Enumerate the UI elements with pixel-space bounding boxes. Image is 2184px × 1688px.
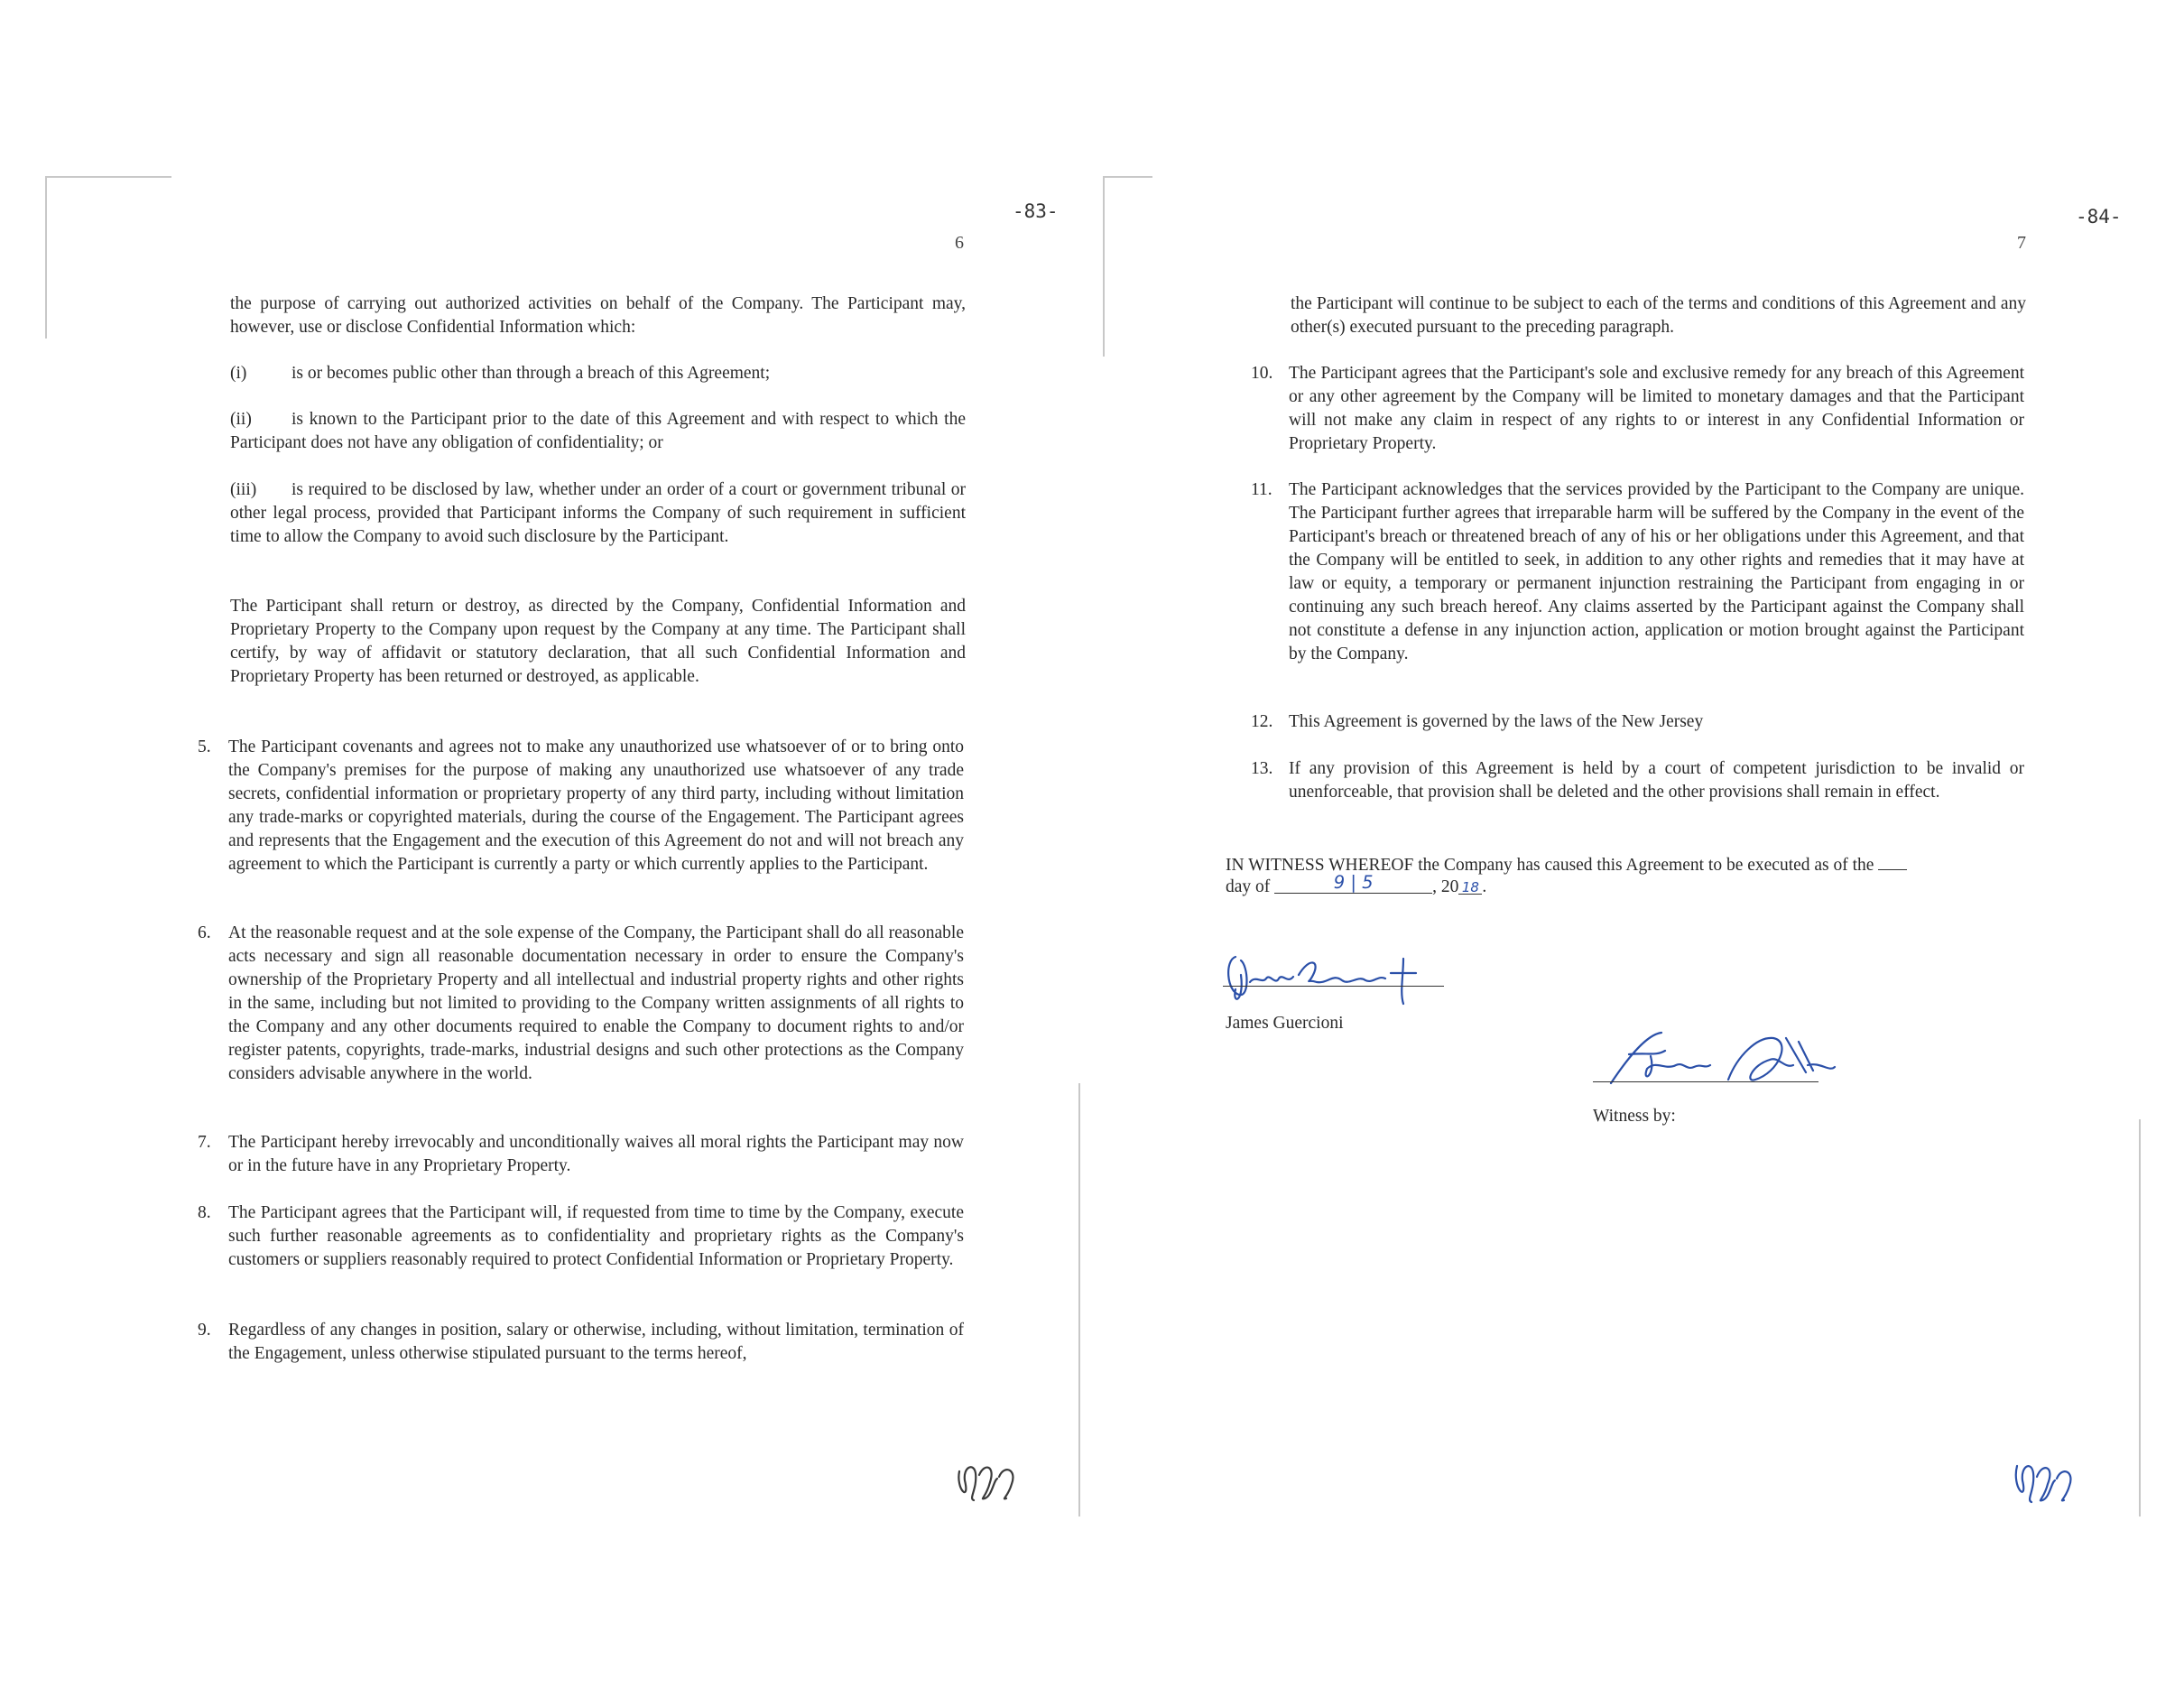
clause-text: The Participant covenants and agrees not to make any unauthorized use whatsoever of or to bring onto the Company's premises for the purpose of making any unauthorized use whatsoever of any trade secrets, confidential information or proprietary property of any third party, including without limitation any trade-marks or copyrighted materials, during the course of the Engagement. The Participant agrees and represents that the Engagement and the execution of this Agreement do not and will not breach any agreement to which the Participant is currently a party or which currently applies to the Participant. xyxy=(228,737,964,874)
clause-5 xyxy=(198,736,964,876)
clause-text: Regardless of any changes in position, salary or otherwise, including, without limitation, termination of the Engagement, unless otherwise stipulated pursuant to the terms hereof, xyxy=(228,1321,964,1363)
clause-text: This Agreement is governed by the laws of the New Jersey xyxy=(1289,712,1704,731)
clause-text: The Participant hereby irrevocably and unconditionally waives all moral rights the Participant may now or in the future have in any Proprietary Property. xyxy=(228,1133,964,1175)
page-number: 7 xyxy=(2017,233,2026,253)
day-of-label: day of xyxy=(1226,877,1271,896)
clause-number: 6. xyxy=(198,923,211,942)
year-field xyxy=(1458,876,1482,895)
initials-signature xyxy=(952,1453,1024,1507)
continuation-paragraph: the Participant will continue to be subject to each of the terms and conditions of this Agreement and any other(s) executed pursuant to the preceding paragraph. xyxy=(1291,294,2026,337)
witness-label: Witness by: xyxy=(1593,1107,1676,1126)
clause-text: If any provision of this Agreement is held by a court of competent jurisdiction to be invalid or unenforceable, that provision shall be deleted and the other provisions shall remain in effect. xyxy=(1289,759,2024,802)
year-prefix: , 20 xyxy=(1432,877,1459,896)
clause-7 xyxy=(198,1131,964,1178)
right-page xyxy=(1092,0,2184,1688)
blank-day xyxy=(1878,851,1907,870)
clause-number: 7. xyxy=(198,1133,211,1152)
clause-10 xyxy=(1251,362,2024,456)
clause-12 xyxy=(1251,710,2024,734)
sub-item-text: is known to the Participant prior to the date of this Agreement and with respect to which the Participant does not have any obligation of confidentiality; or xyxy=(230,410,966,452)
clause-8 xyxy=(198,1201,964,1272)
day-of-line xyxy=(1226,872,1767,899)
right-page-top-edge xyxy=(1103,176,1152,178)
sub-item-number: (iii) xyxy=(230,480,257,499)
year-handwritten: 18 xyxy=(1461,879,1479,895)
witness-signature-line xyxy=(1593,1081,1818,1082)
sub-item-text: is or becomes public other than through a breach of this Agreement; xyxy=(292,364,771,383)
signer-signature-scribble xyxy=(1223,948,1448,1009)
date-field xyxy=(1274,872,1432,894)
bates-number: -83- xyxy=(1013,200,1059,222)
clause-text: The Participant acknowledges that the services provided by the Participant to the Company are unique. The Participant further agrees that irreparable harm will be suffered by the Company in the event of the Participant's breach or threatened breach of any of his or her obligations under this Agreement, and that the Company will be entitled to seek, in addition to any other rights and remedies that it may have at law or equity, a temporary or permanent injunction restraining the Participant from engaging in or continuing any such breach hereof. Any claims asserted by the Participant against the Company shall not constitute a defense in any injunction action, application or motion brought against the Participant by the Company. xyxy=(1289,480,2024,663)
clause-9 xyxy=(198,1319,964,1366)
signer-name: James Guercioni xyxy=(1226,1014,1344,1033)
witness-signature-scribble xyxy=(1593,1029,1837,1092)
bates-number: -84- xyxy=(2076,206,2122,227)
sub-item-text: is required to be disclosed by law, whether under an order of a court or government tribunal or other legal process, provided that Participant informs the Company of such requirement in sufficient time to allow the Company to avoid such disclosure by the Participant. xyxy=(230,480,966,546)
clause-number: 5. xyxy=(198,737,211,756)
clause-number: 10. xyxy=(1251,364,1273,383)
left-page-top-edge xyxy=(45,176,171,178)
year-suffix: . xyxy=(1482,877,1487,896)
sub-item-iii xyxy=(230,478,966,549)
sub-item-i xyxy=(230,362,966,385)
sub-item-ii xyxy=(230,408,966,455)
sub-item-number: (ii) xyxy=(230,410,252,429)
clause-number: 13. xyxy=(1251,759,1273,778)
clause-number: 11. xyxy=(1251,480,1272,499)
clause-number: 8. xyxy=(198,1203,211,1222)
signer-signature-line xyxy=(1223,986,1444,987)
page-number: 6 xyxy=(955,233,964,253)
clause-number: 9. xyxy=(198,1321,211,1340)
clause-13 xyxy=(1251,757,2024,804)
right-page-left-edge xyxy=(1103,176,1105,357)
clause-6 xyxy=(198,922,964,1086)
initials-signature xyxy=(2008,1453,2080,1509)
left-page-right-edge xyxy=(1078,1083,1080,1516)
return-paragraph: The Participant shall return or destroy, as directed by the Company, Confidential Information and Proprietary Property to the Company upon request by the Company at any time. The Participant shall certify, by way of affidavit or statutory declaration, that all such Confidential Information and Proprietary Property has been returned or destroyed, as applicable. xyxy=(230,597,966,686)
left-page-left-edge xyxy=(45,176,47,339)
date-handwritten: 9 | 5 xyxy=(1333,872,1374,893)
clause-number: 12. xyxy=(1251,712,1273,731)
intro-paragraph: the purpose of carrying out authorized activities on behalf of the Company. The Participant may, however, use or disclose Confidential Information which: xyxy=(230,294,966,337)
right-page-right-edge xyxy=(2139,1119,2141,1516)
clause-11 xyxy=(1251,478,2024,666)
clause-text: The Participant agrees that the Participant will, if requested from time to time by the Company, execute such further reasonable agreements as to confidentiality and proprietary rights as the Company's customers or suppliers reasonably required to protect Confidential Information or Proprietary Property. xyxy=(228,1203,964,1269)
clause-text: The Participant agrees that the Participant's sole and exclusive remedy for any breach of this Agreement or any other agreement by the Company will be limited to monetary damages and that the Participant will not make any claim in respect of any rights to or interest in any Confidential Information or Proprietary Property. xyxy=(1289,364,2024,453)
witness-clause-text: IN WITNESS WHEREOF the Company has caused this Agreement to be executed as of the xyxy=(1226,856,1874,875)
clause-text: At the reasonable request and at the sole expense of the Company, the Participant shall do all reasonable acts necessary and sign all reasonable documentation necessary in order to ensure the Company's ownership of the Proprietary Property and all intellectual and industrial property rights and other rights in the same, including but not limited to providing to the Company written assignments of all rights to the Company and any other documents required to enable the Company to document rights to and/or register patents, copyrights, trade-marks, industrial designs and such other protections as the Company considers advisable anywhere in the world. xyxy=(228,923,964,1083)
sub-item-number: (i) xyxy=(230,364,247,383)
